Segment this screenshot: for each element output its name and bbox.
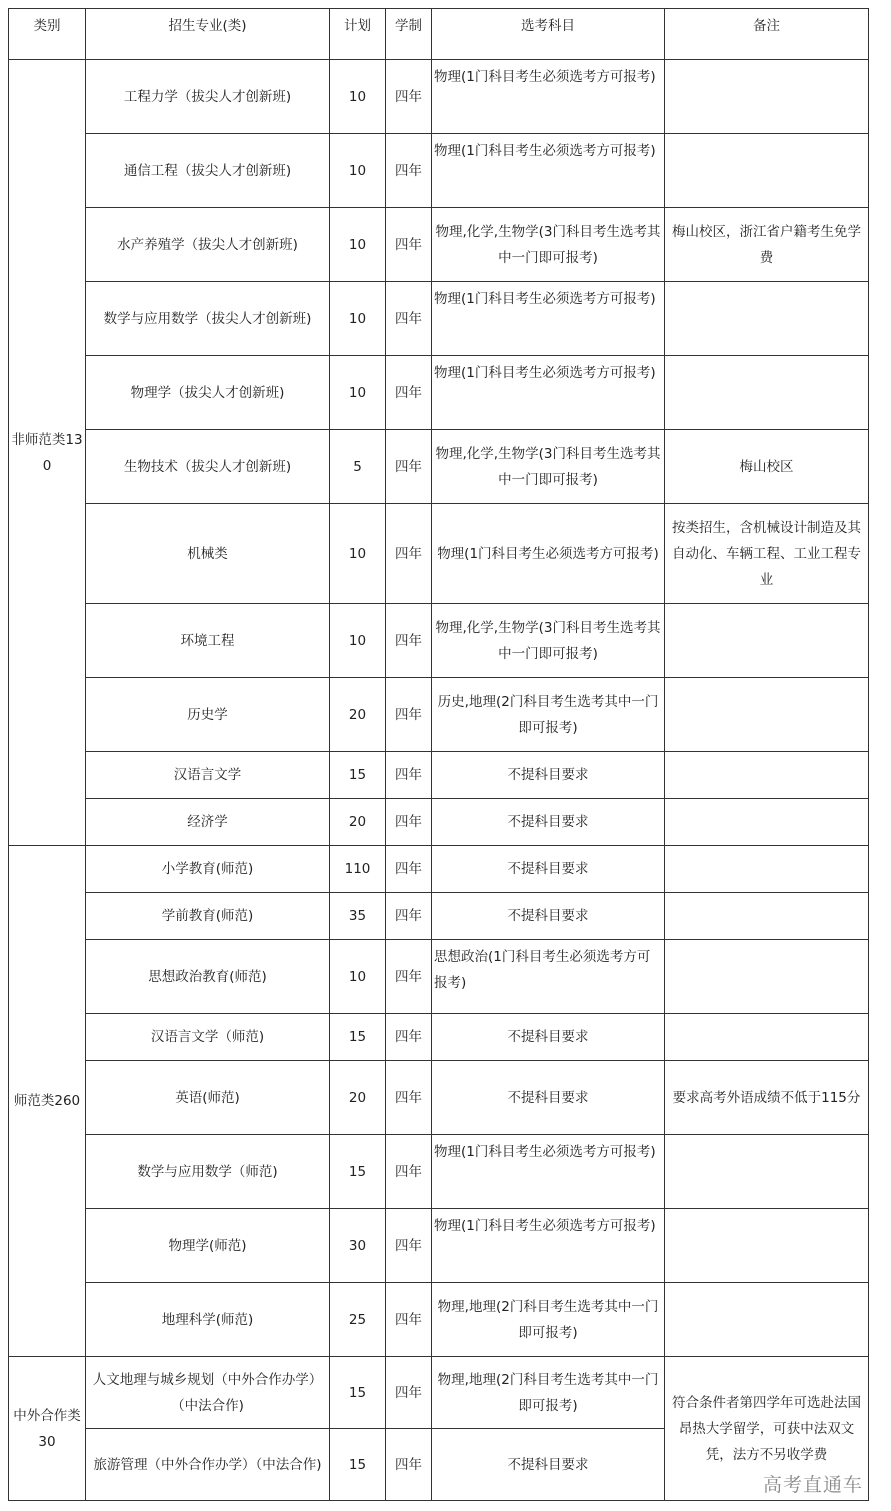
admissions-table (8, 8, 869, 1501)
subjects-cell: 物理(1门科目考生必须选考方可报考) (432, 134, 665, 208)
duration-cell: 四年 (386, 208, 432, 282)
header-major: 招生专业(类) (86, 9, 330, 60)
duration-cell: 四年 (386, 282, 432, 356)
major-cell: 生物技术（拔尖人才创新班) (86, 430, 330, 504)
table-row (9, 678, 869, 752)
notes-cell (665, 893, 869, 940)
duration-cell: 四年 (386, 893, 432, 940)
plan-cell: 15 (330, 752, 386, 799)
major-cell: 汉语言文学 (86, 752, 330, 799)
major-cell: 环境工程 (86, 604, 330, 678)
table-row (9, 208, 869, 282)
major-cell: 经济学 (86, 799, 330, 846)
table-row (9, 430, 869, 504)
plan-cell: 15 (330, 1135, 386, 1209)
subjects-cell: 物理(1门科目考生必须选考方可报考) (432, 504, 665, 604)
notes-cell (665, 678, 869, 752)
header-row (9, 9, 869, 60)
subjects-cell: 物理(1门科目考生必须选考方可报考) (432, 60, 665, 134)
table-row (9, 893, 869, 940)
plan-cell: 30 (330, 1209, 386, 1283)
subjects-cell: 物理,化学,生物学(3门科目考生选考其中一门即可报考) (432, 604, 665, 678)
duration-cell: 四年 (386, 1357, 432, 1429)
notes-cell (665, 799, 869, 846)
table-row (9, 1283, 869, 1357)
duration-cell: 四年 (386, 846, 432, 893)
plan-cell: 10 (330, 940, 386, 1014)
table-row (9, 1357, 869, 1429)
major-cell: 学前教育(师范) (86, 893, 330, 940)
notes-cell (665, 752, 869, 799)
table-row (9, 1209, 869, 1283)
notes-cell: 梅山校区 (665, 430, 869, 504)
notes-cell (665, 134, 869, 208)
duration-cell: 四年 (386, 1014, 432, 1061)
duration-cell: 四年 (386, 678, 432, 752)
duration-cell: 四年 (386, 1429, 432, 1501)
major-cell: 水产养殖学（拔尖人才创新班) (86, 208, 330, 282)
plan-cell: 15 (330, 1357, 386, 1429)
table-row (9, 134, 869, 208)
header-subjects: 选考科目 (432, 9, 665, 60)
subjects-cell: 历史,地理(2门科目考生选考其中一门即可报考) (432, 678, 665, 752)
notes-cell (665, 846, 869, 893)
subjects-cell: 不提科目要求 (432, 752, 665, 799)
notes-cell (665, 1209, 869, 1283)
plan-cell: 10 (330, 208, 386, 282)
group-label: 师范类260 (9, 846, 86, 1357)
major-cell: 人文地理与城乡规划（中外合作办学）（中法合作) (86, 1357, 330, 1429)
header-duration: 学制 (386, 9, 432, 60)
major-cell: 机械类 (86, 504, 330, 604)
major-cell: 英语(师范) (86, 1061, 330, 1135)
plan-cell: 10 (330, 134, 386, 208)
notes-cell (665, 282, 869, 356)
plan-cell: 10 (330, 604, 386, 678)
duration-cell: 四年 (386, 799, 432, 846)
table-row (9, 60, 869, 134)
header-plan: 计划 (330, 9, 386, 60)
major-cell: 汉语言文学（师范) (86, 1014, 330, 1061)
major-cell: 数学与应用数学（师范) (86, 1135, 330, 1209)
watermark-text: 高考直通车 (762, 1474, 863, 1496)
notes-cell (665, 604, 869, 678)
subjects-cell: 不提科目要求 (432, 1429, 665, 1501)
subjects-cell: 物理,地理(2门科目考生选考其中一门即可报考) (432, 1283, 665, 1357)
major-cell: 数学与应用数学（拔尖人才创新班) (86, 282, 330, 356)
major-cell: 地理科学(师范) (86, 1283, 330, 1357)
table-row (9, 846, 869, 893)
duration-cell: 四年 (386, 1209, 432, 1283)
notes-cell (665, 1135, 869, 1209)
plan-cell: 20 (330, 678, 386, 752)
table-row (9, 604, 869, 678)
subjects-cell: 思想政治(1门科目考生必须选考方可报考) (432, 940, 665, 1014)
duration-cell: 四年 (386, 356, 432, 430)
plan-cell: 35 (330, 893, 386, 940)
duration-cell: 四年 (386, 1061, 432, 1135)
duration-cell: 四年 (386, 604, 432, 678)
plan-cell: 15 (330, 1429, 386, 1501)
subjects-cell: 物理,化学,生物学(3门科目考生选考其中一门即可报考) (432, 430, 665, 504)
subjects-cell: 不提科目要求 (432, 846, 665, 893)
table-row (9, 1061, 869, 1135)
subjects-cell: 物理(1门科目考生必须选考方可报考) (432, 1135, 665, 1209)
major-cell: 历史学 (86, 678, 330, 752)
duration-cell: 四年 (386, 940, 432, 1014)
notes-cell: 梅山校区，浙江省户籍考生免学费 (665, 208, 869, 282)
major-cell: 物理学（拔尖人才创新班) (86, 356, 330, 430)
notes-cell (665, 940, 869, 1014)
header-notes: 备注 (665, 9, 869, 60)
table-row (9, 282, 869, 356)
shared-notes-cell: 符合条件者第四学年可选赴法国昂热大学留学，可获中法双文凭，法方不另收学费 (665, 1357, 869, 1501)
plan-cell: 10 (330, 504, 386, 604)
plan-cell: 5 (330, 430, 386, 504)
subjects-cell: 不提科目要求 (432, 1014, 665, 1061)
plan-cell: 110 (330, 846, 386, 893)
group-label: 中外合作类30 (9, 1357, 86, 1501)
major-cell: 工程力学（拔尖人才创新班) (86, 60, 330, 134)
notes-cell: 要求高考外语成绩不低于115分 (665, 1061, 869, 1135)
subjects-cell: 物理(1门科目考生必须选考方可报考) (432, 1209, 665, 1283)
duration-cell: 四年 (386, 1283, 432, 1357)
notes-cell (665, 356, 869, 430)
duration-cell: 四年 (386, 752, 432, 799)
subjects-cell: 不提科目要求 (432, 893, 665, 940)
plan-cell: 10 (330, 356, 386, 430)
plan-cell: 25 (330, 1283, 386, 1357)
subjects-cell: 不提科目要求 (432, 1061, 665, 1135)
plan-cell: 20 (330, 1061, 386, 1135)
table-row (9, 940, 869, 1014)
major-cell: 物理学(师范) (86, 1209, 330, 1283)
plan-cell: 10 (330, 282, 386, 356)
notes-cell (665, 1014, 869, 1061)
plan-cell: 20 (330, 799, 386, 846)
notes-cell (665, 1283, 869, 1357)
notes-cell (665, 60, 869, 134)
table-row (9, 1135, 869, 1209)
table-row (9, 799, 869, 846)
duration-cell: 四年 (386, 134, 432, 208)
header-category: 类别 (9, 9, 86, 60)
subjects-cell: 物理,地理(2门科目考生选考其中一门即可报考) (432, 1357, 665, 1429)
table-row (9, 504, 869, 604)
major-cell: 旅游管理（中外合作办学）（中法合作) (86, 1429, 330, 1501)
table-row (9, 752, 869, 799)
major-cell: 小学教育(师范) (86, 846, 330, 893)
duration-cell: 四年 (386, 60, 432, 134)
plan-cell: 10 (330, 60, 386, 134)
subjects-cell: 不提科目要求 (432, 799, 665, 846)
notes-cell: 按类招生，含机械设计制造及其自动化、车辆工程、工业工程专业 (665, 504, 869, 604)
subjects-cell: 物理,化学,生物学(3门科目考生选考其中一门即可报考) (432, 208, 665, 282)
duration-cell: 四年 (386, 1135, 432, 1209)
group-label: 非师范类130 (9, 60, 86, 846)
major-cell: 通信工程（拔尖人才创新班) (86, 134, 330, 208)
table-row (9, 356, 869, 430)
duration-cell: 四年 (386, 504, 432, 604)
table-row (9, 1014, 869, 1061)
subjects-cell: 物理(1门科目考生必须选考方可报考) (432, 282, 665, 356)
subjects-cell: 物理(1门科目考生必须选考方可报考) (432, 356, 665, 430)
duration-cell: 四年 (386, 430, 432, 504)
plan-cell: 15 (330, 1014, 386, 1061)
major-cell: 思想政治教育(师范) (86, 940, 330, 1014)
